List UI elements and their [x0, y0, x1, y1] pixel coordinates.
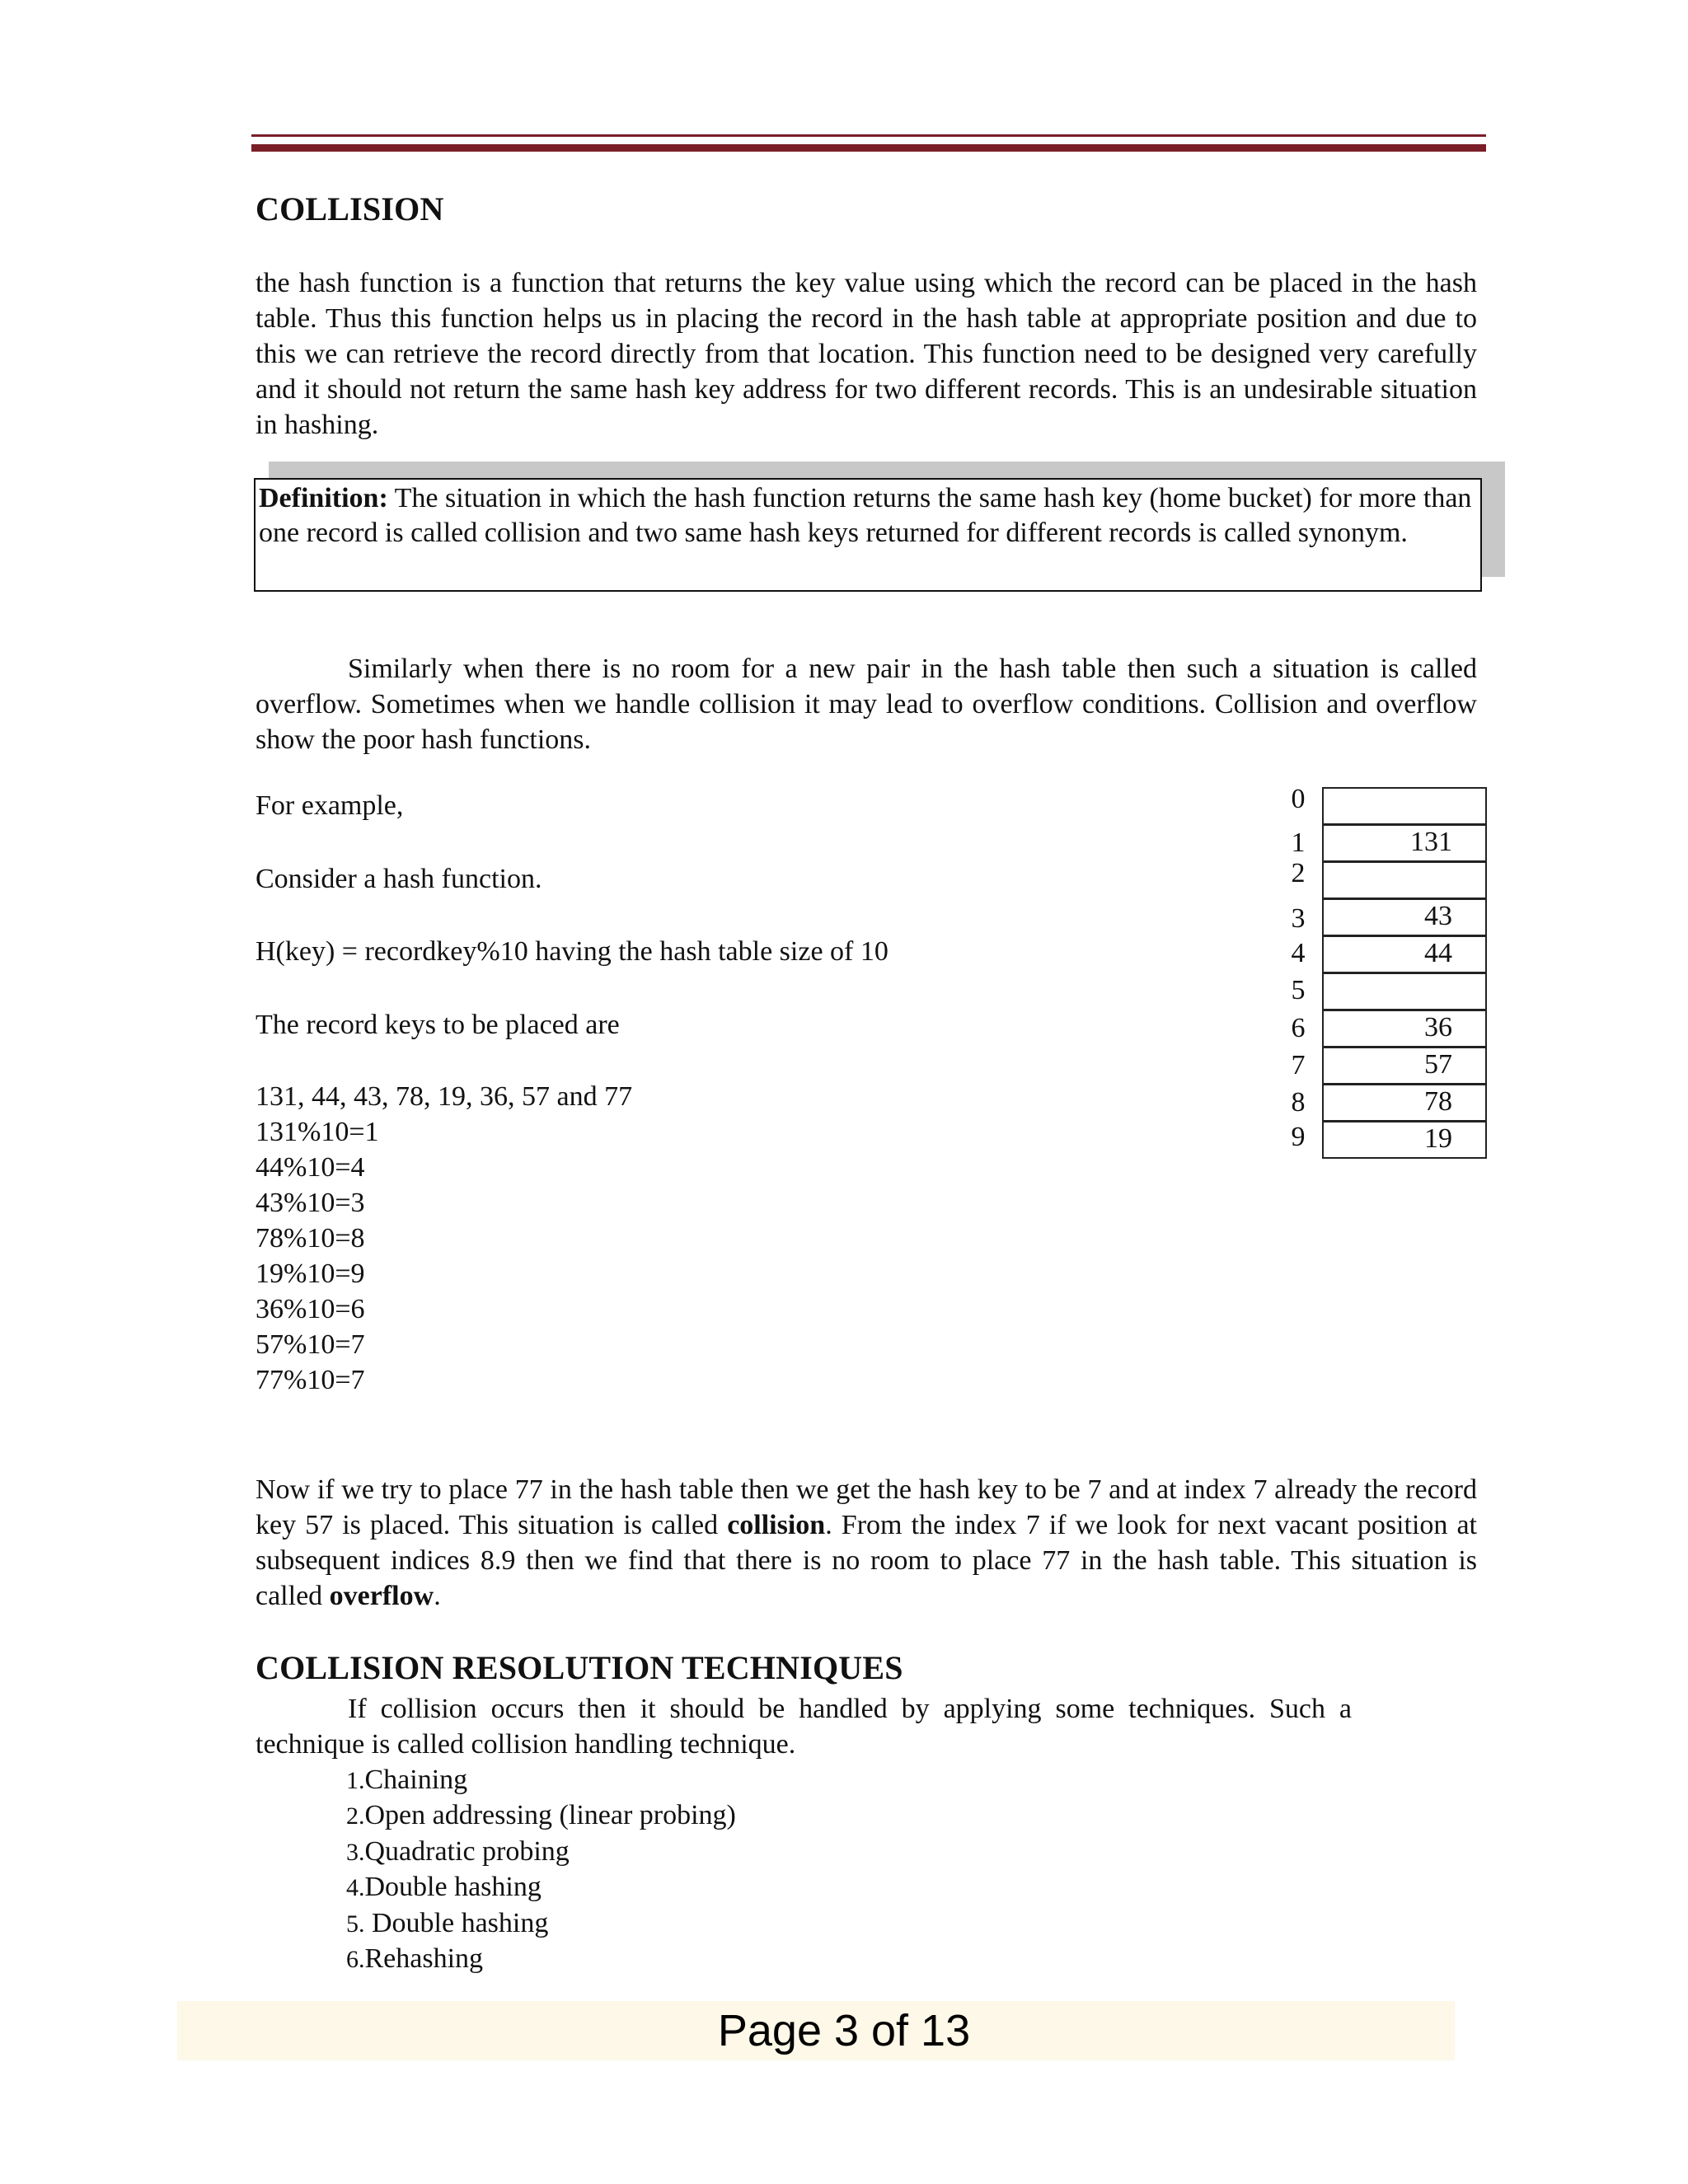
- technique-number: 5.: [346, 1910, 365, 1938]
- technique-list-item: [346, 1905, 548, 1942]
- modulo-computation: 77%10=7: [256, 1365, 365, 1395]
- hash-table-cell: [1322, 972, 1487, 1010]
- hash-formula-text: H(key) = recordkey%10 having the hash table size of 10: [256, 936, 889, 967]
- hash-table-cell: 44: [1322, 935, 1487, 973]
- definition-box: [254, 478, 1482, 592]
- technique-number: 2.: [346, 1802, 365, 1830]
- explanation-text-1: Now if we try to place 77 in the hash table then we get the hash key to be 7 and at index 7 already the record key 57 is placed. This situation is called: [256, 1474, 1477, 1540]
- hash-index-label: 2: [1291, 858, 1306, 888]
- overflow-paragraph: Similarly when there is no room for a new pair in the hash table then such a situation is called overflow. Sometimes when we handle collision it may lead to overflow conditions. Collision and overflow show the poor hash functions.: [256, 654, 1477, 755]
- collision-overflow-explanation: [256, 1472, 1477, 1614]
- for-example-label: For example,: [256, 790, 404, 821]
- hash-index-label: 6: [1291, 1013, 1306, 1043]
- modulo-computation: 131%10=1: [256, 1117, 379, 1147]
- definition-text: The situation in which the hash function returns the same hash key (home bucket) for more than one record is called collision and two same hash keys returned for different records is called synonym.: [259, 483, 1472, 548]
- hash-index-label: 3: [1291, 903, 1306, 934]
- technique-label: Quadratic probing: [364, 1836, 570, 1867]
- header-rule-thick: [251, 144, 1486, 152]
- hash-table-cell: 57: [1322, 1047, 1487, 1085]
- explanation-bold-overflow: overflow: [329, 1581, 434, 1611]
- technique-label: Rehashing: [364, 1943, 484, 1974]
- modulo-computation: 43%10=3: [256, 1188, 365, 1218]
- technique-list-item: [346, 1834, 570, 1870]
- technique-list-item: [346, 1869, 542, 1905]
- technique-number: 6.: [346, 1946, 365, 1973]
- technique-list-item: [346, 1762, 467, 1798]
- header-rule-thin: [251, 134, 1486, 137]
- technique-number: 1.: [346, 1767, 365, 1794]
- record-keys-list: 131, 44, 43, 78, 19, 36, 57 and 77: [256, 1081, 633, 1112]
- technique-label: Open addressing (linear probing): [364, 1800, 736, 1830]
- hash-table-cell: [1322, 861, 1487, 899]
- hash-index-label: 7: [1291, 1050, 1306, 1080]
- hash-table-cell: 19: [1322, 1121, 1487, 1159]
- modulo-computation: 44%10=4: [256, 1152, 365, 1183]
- hash-table-cell: [1322, 787, 1487, 825]
- section-heading-resolution-techniques: COLLISION RESOLUTION TECHNIQUES: [256, 1649, 903, 1686]
- hash-index-label: 5: [1291, 975, 1306, 1005]
- section-heading-collision: COLLISION: [256, 190, 444, 227]
- technique-label: Double hashing: [364, 1908, 549, 1938]
- modulo-computation: 78%10=8: [256, 1223, 365, 1254]
- technique-list-item: [346, 1941, 483, 1977]
- technique-label: Chaining: [364, 1765, 468, 1795]
- record-keys-intro: The record keys to be placed are: [256, 1010, 620, 1040]
- hash-table-cell: 36: [1322, 1010, 1487, 1047]
- definition-label: Definition:: [259, 483, 388, 513]
- page-number: Page 3 of 13: [717, 2006, 971, 2055]
- hash-table-cell: 131: [1322, 824, 1487, 862]
- technique-label: Double hashing: [364, 1872, 542, 1902]
- modulo-computation: 19%10=9: [256, 1258, 365, 1289]
- explanation-text-3: .: [434, 1581, 441, 1611]
- modulo-computation: 57%10=7: [256, 1329, 365, 1360]
- hash-table-cell: 78: [1322, 1084, 1487, 1122]
- consider-hash-function-text: Consider a hash function.: [256, 864, 542, 894]
- collision-intro-paragraph: the hash function is a function that returns the key value using which the record can be placed in the hash table. Thus this function helps us in placing the record in the hash table at appropriate position and due to this we can retrieve the record directly from that location. This function need to be designed very carefully and it should not return the same hash key address for two different records. This is an undesirable situation in hashing.: [256, 268, 1477, 440]
- technique-list-item: [346, 1797, 736, 1834]
- technique-number: 4.: [346, 1874, 365, 1901]
- technique-number: 3.: [346, 1839, 365, 1866]
- hash-index-label: 9: [1291, 1122, 1306, 1152]
- explanation-bold-collision: collision: [727, 1510, 826, 1540]
- explanation-text-2: . From the index 7 if we look for next vacant position at subsequent indices 8.9 then we find that there is no room to place 77 in the hash table. This situation is called: [256, 1510, 1477, 1611]
- hash-table-cell: 43: [1322, 898, 1487, 936]
- hash-index-label: 8: [1291, 1087, 1306, 1118]
- hash-index-label: 1: [1291, 827, 1306, 858]
- resolution-intro-paragraph: If collision occurs then it should be handled by applying some techniques. Such a technique is called collision handling technique.: [256, 1694, 1352, 1760]
- hash-index-label: 4: [1291, 938, 1306, 968]
- modulo-computation: 36%10=6: [256, 1294, 365, 1324]
- hash-index-label: 0: [1291, 784, 1306, 814]
